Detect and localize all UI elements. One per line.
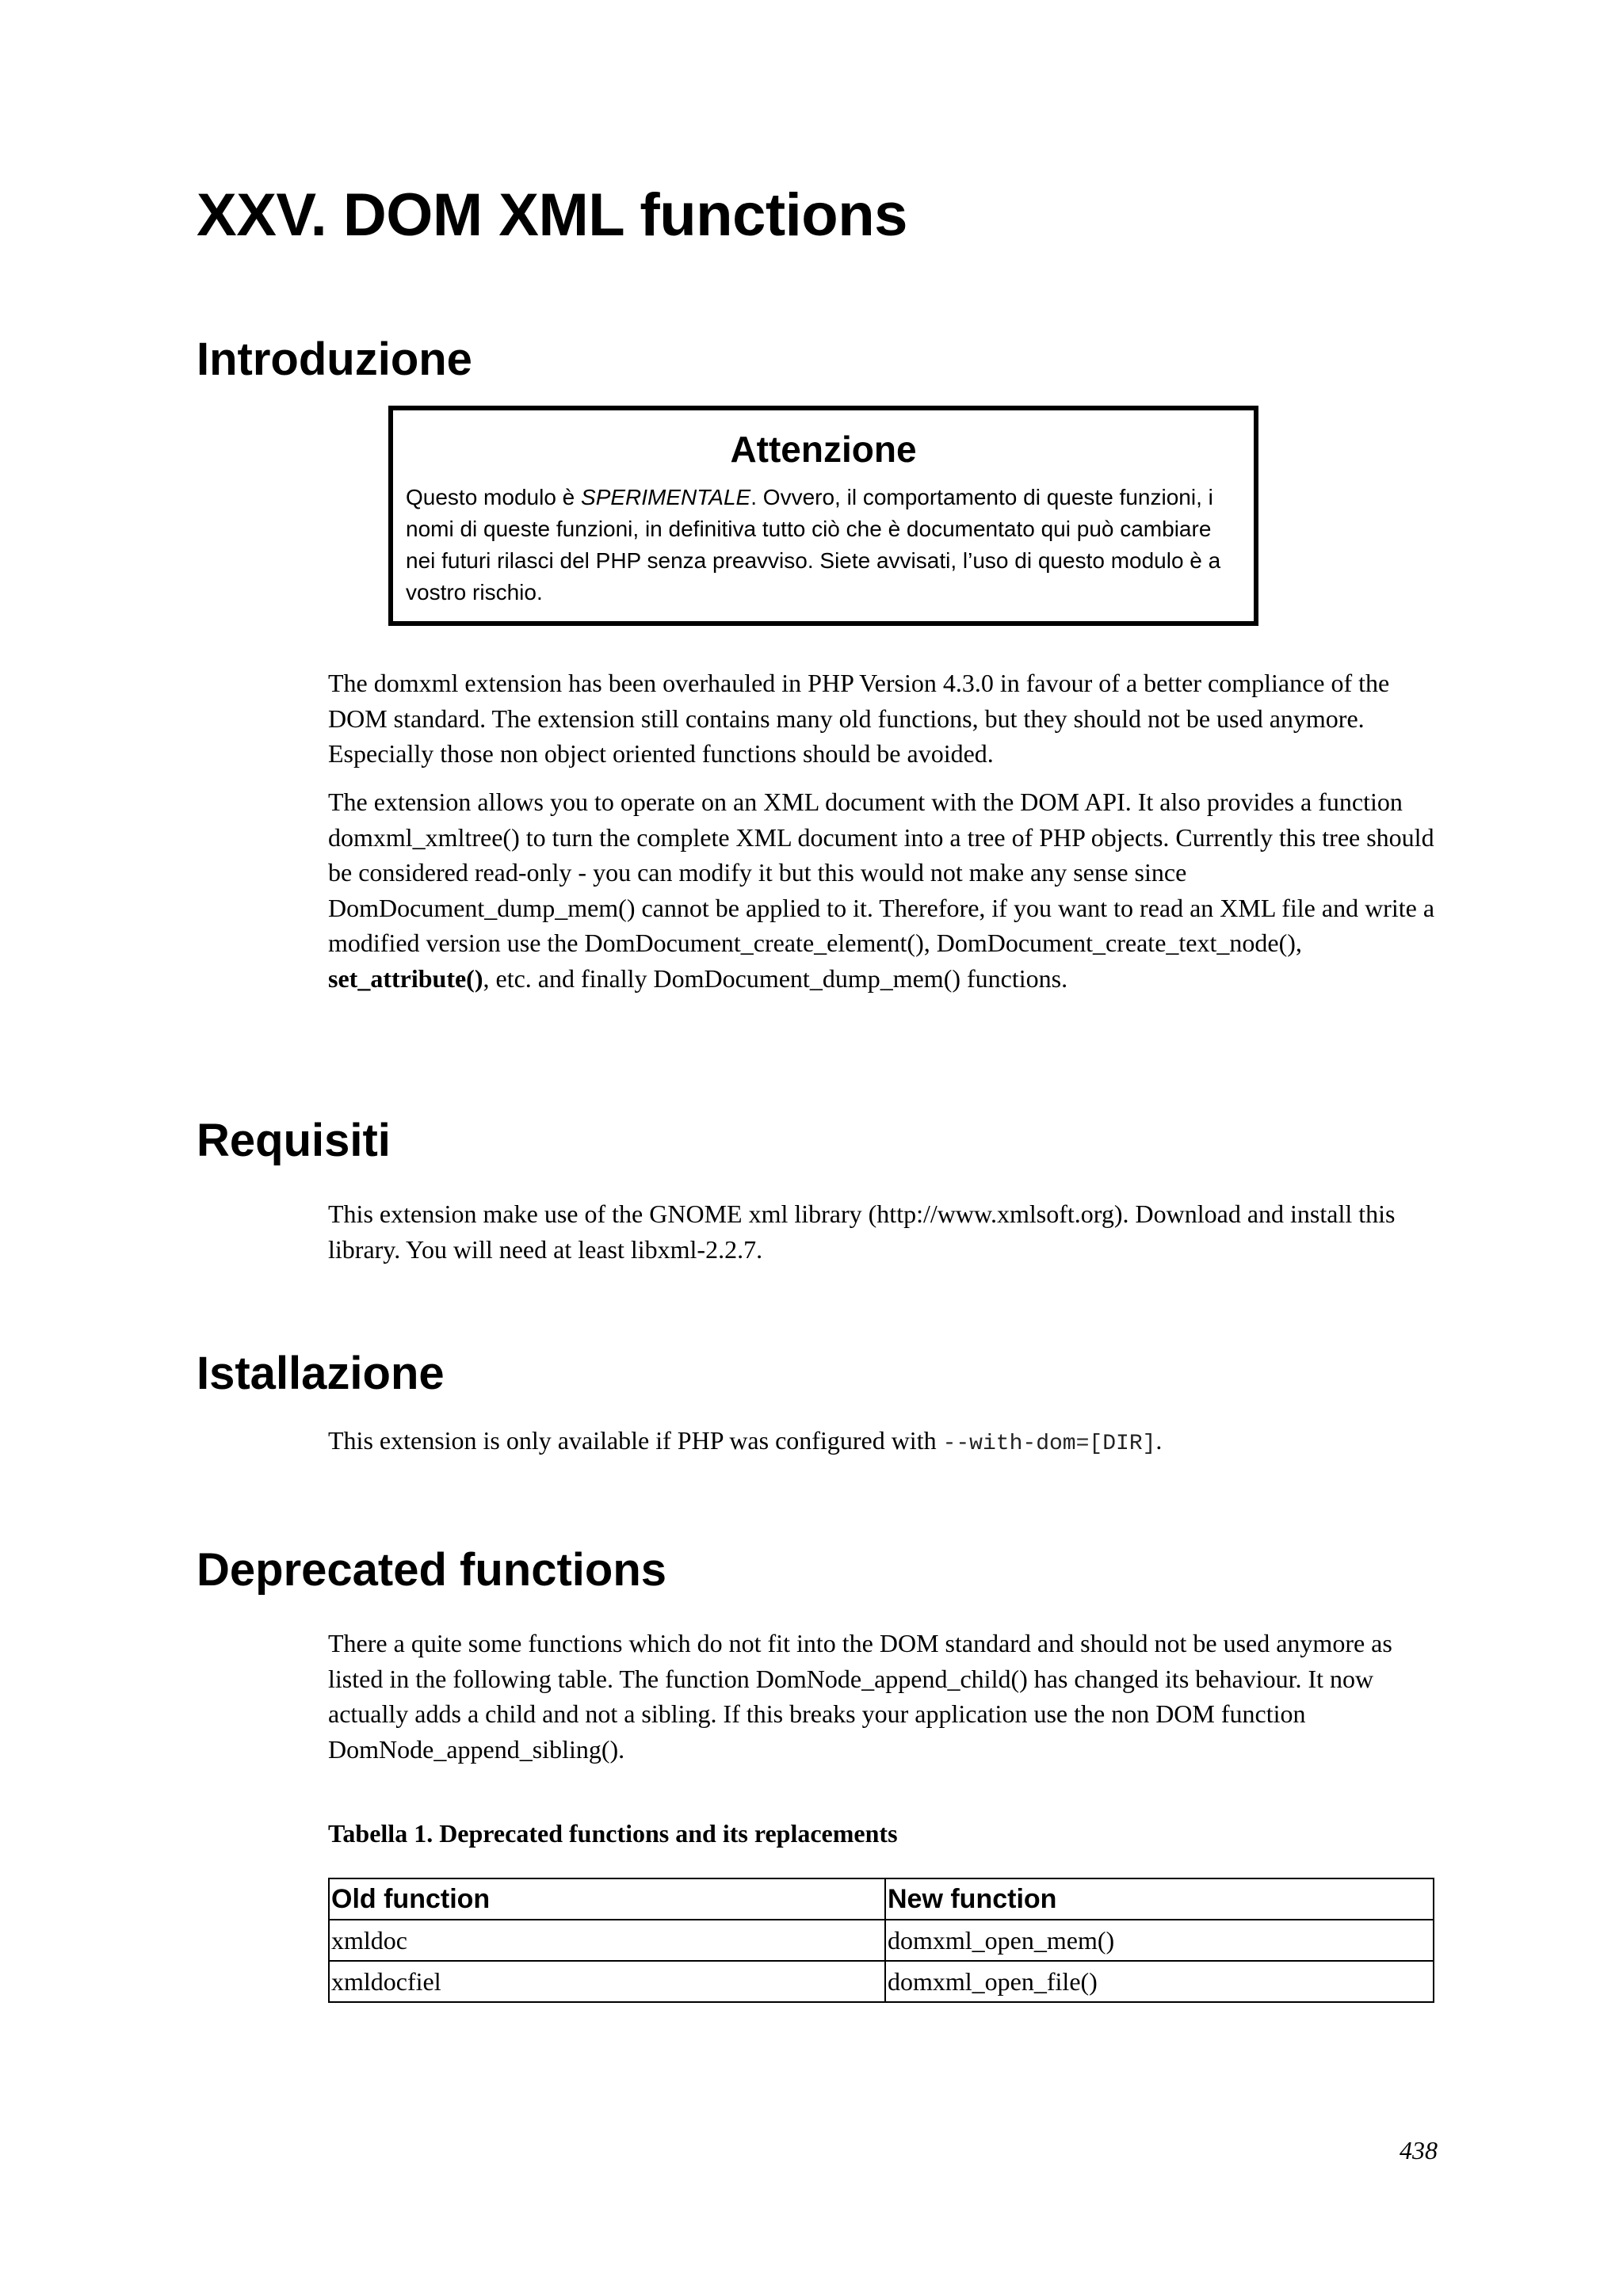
warning-emphasis: SPERIMENTALE [581, 485, 751, 509]
warning-text [406, 482, 1241, 608]
table-header-row [329, 1878, 1434, 1920]
warning-box [388, 406, 1258, 626]
table-header-new: New function [885, 1878, 1434, 1920]
section-heading-requisiti: Requisiti [197, 1115, 391, 1166]
intro-paragraph-1 [328, 666, 1438, 772]
page-number: 438 [1400, 2136, 1438, 2164]
paragraph-text: . [1155, 1426, 1163, 1455]
deprecated-paragraph [328, 1626, 1438, 1767]
paragraph-text: , etc. and finally DomDocument_dump_mem() functions. [483, 963, 1068, 993]
table-cell-old: xmldocfiel [329, 1961, 885, 2002]
table-caption: Tabella 1. Deprecated functions and its replacements [328, 1819, 898, 1848]
paragraph-text: This extension make use of the GNOME xml library (http://www.xmlsoft.org). Download and install this library. You will need at least libxml-2.2.7. [328, 1199, 1396, 1264]
warning-title: Attenzione [730, 429, 917, 470]
table-row [329, 1961, 1434, 2002]
deprecated-functions-table [328, 1878, 1434, 2003]
section-heading-introduzione: Introduzione [197, 334, 472, 385]
section-heading-istallazione: Istallazione [197, 1348, 445, 1399]
requirements-paragraph [328, 1196, 1438, 1267]
paragraph-text: This extension is only available if PHP was configured with [328, 1426, 943, 1455]
configure-option-code: --with-dom=[DIR] [942, 1432, 1156, 1456]
table-header-old: Old function [329, 1878, 885, 1920]
warning-text-start: Questo modulo è [406, 485, 582, 509]
table-cell-old: xmldoc [329, 1920, 885, 1961]
table-cell-new: domxml_open_mem() [885, 1920, 1434, 1961]
table-cell-new: domxml_open_file() [885, 1961, 1434, 2002]
table-row [329, 1920, 1434, 1961]
section-heading-deprecated: Deprecated functions [197, 1544, 666, 1596]
chapter-title: XXV. DOM XML functions [197, 181, 907, 249]
warning-text-end: . Ovvero, il comportamento di queste funzioni, i nomi di queste funzioni, in definitiva tutto ciò che è documentato qui può cambiare nei futuri rilasci del PHP senza preavviso. Siete avvisati, l’uso di questo modulo è a vostro rischio. [406, 485, 1221, 605]
intro-paragraph-2 [328, 784, 1438, 996]
paragraph-text: The domxml extension has been overhauled in PHP Version 4.3.0 in favour of a better compliance of the DOM standard. The extension still contains many old functions, but they should not be used anymore. Especially those non object oriented functions should be avoided. [328, 669, 1390, 768]
paragraph-text: There a quite some functions which do not fit into the DOM standard and should not be used anymore as listed in the following table. The function DomNode_append_child() has changed its behaviour. It now actually adds a child and not a sibling. If this breaks your application use the non DOM function DomNode_append_sibling(). [328, 1629, 1392, 1764]
paragraph-text: The extension allows you to operate on an XML document with the DOM API. It also provides a function domxml_xmltree() to turn the complete XML document into a tree of PHP objects. Currently this tree should be considered read-only - you can modify it but this would not make any sense since DomDocument_dump_mem() cannot be applied to it. Therefore, if you want to read an XML file and write a modified version use the DomDocument_create_element(), DomDocument_create_text_node(), [328, 788, 1435, 957]
installation-paragraph [328, 1423, 1438, 1463]
function-name-bold: set_attribute() [328, 963, 483, 993]
